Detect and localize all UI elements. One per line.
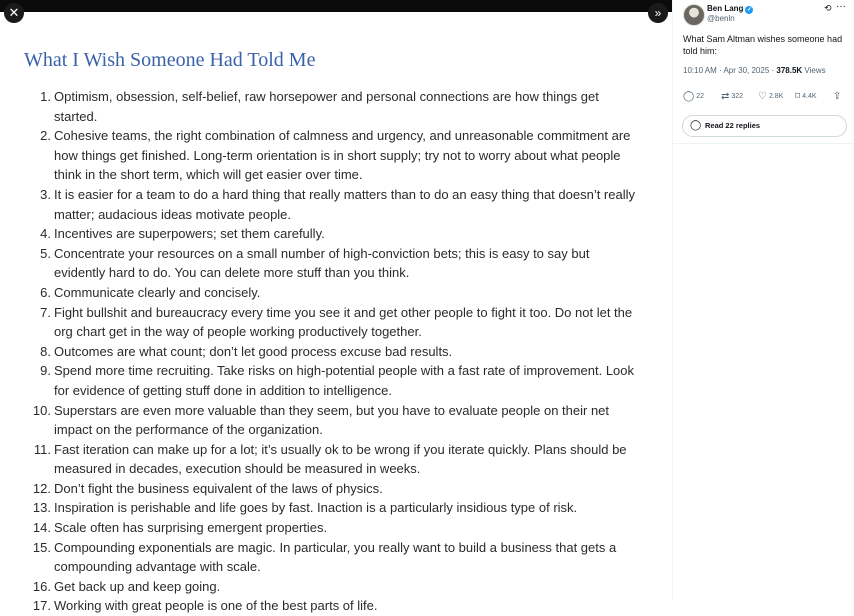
heart-icon: ♡ — [758, 91, 767, 102]
repost-count: 322 — [731, 93, 744, 100]
panel-separator — [673, 143, 854, 144]
list-item — [24, 126, 644, 185]
list-item-number: 3. — [40, 186, 51, 202]
read-replies-label: Read 22 replies — [705, 121, 761, 130]
list-item — [24, 244, 644, 283]
image-title: What I Wish Someone Had Told Me — [24, 49, 316, 71]
list-item-text: Superstars are even more valuable than they seem, but you have to evaluate people on their net impact on the performance of the organization. — [54, 402, 610, 438]
list-item-number: 1. — [40, 89, 51, 104]
list-item-text: Incentives are superpowers; set them carefully. — [54, 226, 325, 242]
list-item-number: 15. — [32, 539, 51, 555]
list-item-number: 9. — [40, 363, 51, 379]
list-item-number: 10. — [32, 402, 51, 418]
share-icon: ⇪ — [833, 91, 842, 102]
list-item-number: 12. — [32, 480, 51, 496]
views-label: Views — [802, 66, 826, 75]
read-replies-button[interactable] — [682, 115, 847, 137]
bookmark-icon: ⌑ — [795, 91, 801, 102]
like-button[interactable] — [758, 90, 783, 104]
list-item-text: Spend more time recruiting. Take risks on high-potential people with a fast rate of improvement. Look for evidence of getting stuff done in addition to intelligence. — [54, 363, 635, 398]
list-item-number: 6. — [40, 284, 51, 300]
list-item-text: Get back up and keep going. — [54, 578, 221, 594]
views-count: 378.5K — [776, 66, 803, 75]
bookmark-button[interactable] — [795, 90, 817, 104]
list-item-number: 7. — [40, 304, 51, 320]
list-item — [24, 440, 644, 479]
repost-icon: ⇄ — [721, 91, 730, 102]
list-item — [24, 224, 644, 244]
close-button[interactable] — [4, 3, 24, 23]
list-item-text: Optimism, obsession, self-belief, raw horsepower and personal connections are how things get started. — [54, 89, 599, 124]
list-item-number: 17. — [32, 598, 51, 614]
tweet-text: What Sam Altman wishes someone had told him: — [683, 34, 843, 56]
list-item — [24, 479, 644, 499]
list-item-number: 2. — [40, 128, 51, 144]
list-item — [24, 401, 644, 440]
list-item — [24, 538, 644, 577]
list-item — [24, 87, 644, 126]
list-item-number: 11. — [33, 441, 51, 457]
list-item — [24, 518, 644, 538]
author-name[interactable] — [707, 4, 753, 14]
list-item-number: 14. — [32, 520, 51, 536]
list-item-text: Scale often has surprising emergent properties. — [54, 520, 328, 536]
list-item-text: Don’t fight the business equivalent of the laws of physics. — [54, 480, 383, 496]
close-icon: ✕ — [8, 5, 20, 20]
reply-icon: ◯ — [683, 91, 695, 102]
list-item-number: 13. — [32, 500, 51, 516]
list-item-text: Working with great people is one of the best parts of life. — [54, 598, 378, 614]
tweet-meta — [683, 66, 826, 75]
reply-button[interactable] — [683, 90, 704, 104]
list-item — [24, 283, 644, 303]
list-item-number: 16. — [32, 578, 51, 594]
bookmark-count: 4.4K — [802, 93, 817, 100]
principles-list — [24, 87, 644, 616]
author-handle[interactable]: @benln — [707, 14, 735, 23]
list-item-text: Communicate clearly and concisely. — [54, 284, 261, 300]
share-button[interactable] — [833, 90, 843, 104]
list-item-number: 5. — [40, 245, 51, 261]
list-item-text: Cohesive teams, the right combination of calmness and urgency, and unreasonable commitment are how things get finished. Long-term orientation is in short supply; try not to worry about what people think in the short term, which will get easier over time. — [54, 128, 631, 183]
tweet-timestamp[interactable]: 10:10 AM · Apr 30, 2025 · — [683, 66, 777, 75]
author-name-text: Ben Lang — [707, 4, 744, 13]
more-options-icon[interactable]: ··· — [836, 1, 846, 12]
list-item-text: Compounding exponentials are magic. In particular, you really want to build a business that gets a compounding advantage with scale. — [54, 539, 617, 575]
list-item-number: 4. — [40, 226, 51, 242]
image-content — [24, 46, 644, 74]
like-count: 2.8K — [768, 93, 784, 100]
list-item-text: It is easier for a team to do a hard thing that really matters than to do an easy thing that doesn’t really matter; audacious ideas motivate people. — [54, 186, 635, 222]
viewer-top-bar — [0, 0, 672, 12]
list-item — [24, 577, 644, 597]
list-item — [24, 185, 644, 224]
tweet-actions — [683, 90, 851, 104]
list-item-number: 8. — [40, 343, 51, 359]
repost-button[interactable] — [721, 90, 743, 104]
next-image-button[interactable] — [648, 3, 668, 23]
list-item-text: Concentrate your resources on a small number of high-conviction bets; this is easy to say but evidently hard to do. You can delete more stuff than you think. — [54, 245, 590, 281]
verified-badge-icon: ✓ — [746, 7, 752, 13]
tweet-panel — [673, 0, 854, 600]
list-item — [24, 303, 644, 342]
list-item-text: Inspiration is perishable and life goes by fast. Inaction is a particularly insidious type of risk. — [54, 500, 578, 516]
list-item — [24, 342, 644, 362]
list-item — [24, 361, 644, 400]
chevron-double-right-icon: » — [654, 6, 662, 20]
reply-bubble-icon: ◯ — [690, 120, 702, 131]
reply-count: 22 — [696, 93, 704, 100]
list-item-text: Outcomes are what count; don’t let good process excuse bad results. — [54, 343, 453, 359]
avatar[interactable] — [683, 4, 705, 26]
list-item — [24, 596, 644, 616]
list-item-text: Fast iteration can make up for a lot; it’s usually ok to be wrong if you iterate quickly. Plans should be measured in decades, execution should be measured in weeks. — [54, 441, 627, 477]
list-item-text: Fight bullshit and bureaucracy every time you see it and get other people to fight it too. Do not let the org chart get in the way of people working productively together. — [54, 304, 633, 340]
grok-icon[interactable]: ⟲ — [824, 3, 832, 13]
list-item — [24, 498, 644, 518]
